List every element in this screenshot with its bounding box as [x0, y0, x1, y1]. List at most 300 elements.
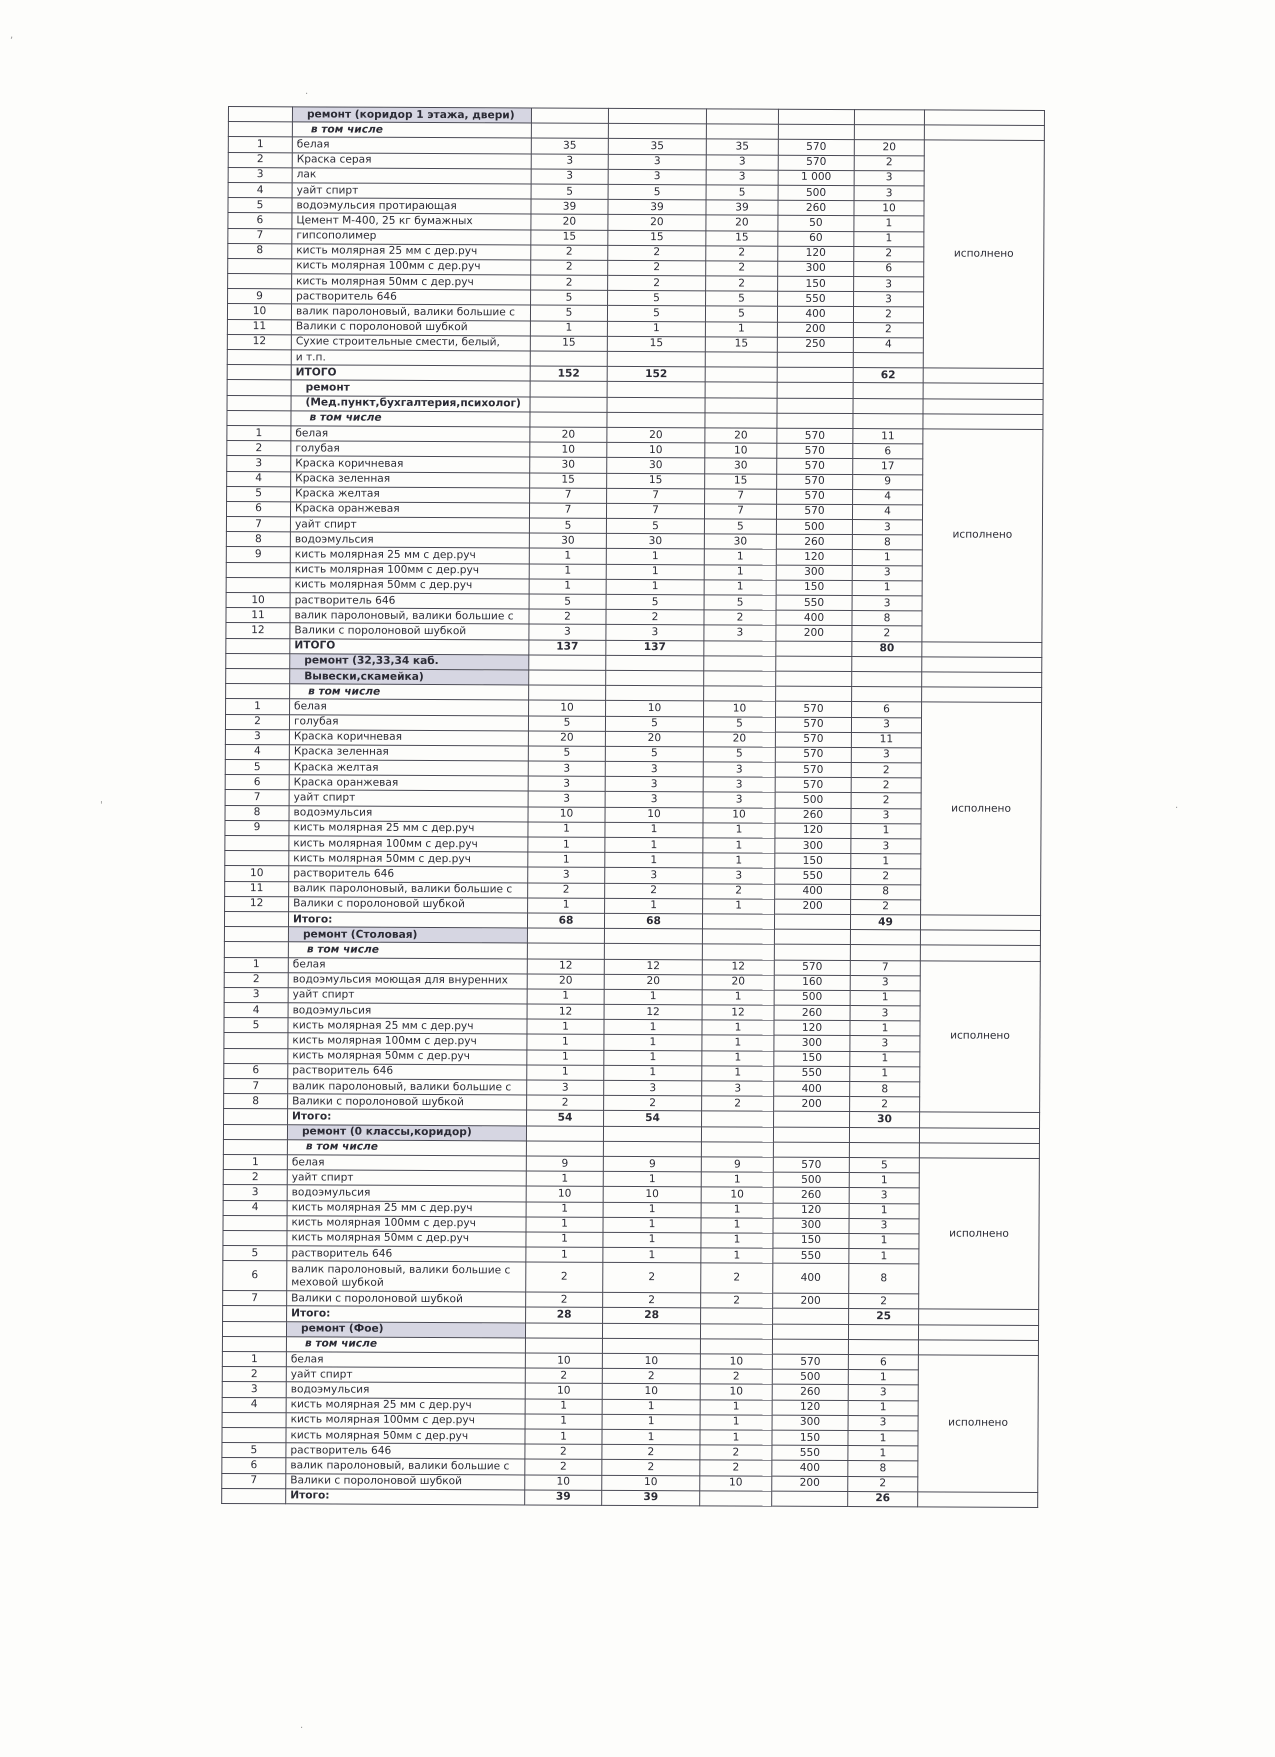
empty-cell [705, 397, 777, 413]
qty-col-d: 10 [854, 201, 924, 217]
empty-cell [705, 413, 777, 429]
qty-col-c: 2 [706, 261, 778, 277]
qty-col-b: 1 [602, 1414, 700, 1430]
item-number: 6 [226, 501, 290, 517]
empty-cell [530, 381, 607, 397]
empty-cell [602, 1338, 700, 1354]
empty-cell [777, 398, 853, 414]
qty-col-b: 20 [607, 427, 705, 443]
qty-col-c: 1 [701, 1218, 773, 1234]
qty-col-c: 1 [701, 1172, 773, 1188]
section-title: Вывески,скамейка) [290, 669, 529, 685]
qty-col-d: 2 [852, 626, 922, 642]
empty-cell [700, 1339, 772, 1355]
item-number: 12 [227, 334, 291, 350]
qty-col-c: 12 [702, 1005, 774, 1021]
unit-price: 570 [777, 428, 853, 444]
qty-col-d: 2 [849, 1294, 919, 1310]
item-number: 7 [228, 228, 292, 244]
qty-col-c: 1 [703, 899, 775, 915]
empty-cell [774, 914, 850, 930]
qty-col-b: 2 [603, 1293, 701, 1309]
status-cell: исполнено [919, 1158, 1040, 1310]
empty-cell [530, 397, 607, 413]
qty-col-b: 3 [606, 625, 704, 641]
qty-col-b: 30 [607, 458, 705, 474]
item-name: валик паролоновый, валики большие с [289, 881, 528, 897]
item-name: водоэмульсия [289, 805, 528, 821]
item-number: 1 [222, 1351, 286, 1367]
qty-col-c: 3 [703, 762, 775, 778]
qty-col-a: 10 [525, 1353, 602, 1369]
empty-cell [923, 414, 1043, 430]
qty-col-d: 3 [851, 839, 921, 855]
empty-cell [853, 398, 923, 414]
unit-price: 160 [774, 975, 850, 991]
empty-cell [772, 1491, 848, 1507]
unit-price: 260 [775, 808, 851, 824]
item-name: растворитель 646 [289, 866, 528, 882]
qty-col-a: 15 [531, 229, 608, 245]
item-number: 8 [225, 805, 289, 821]
qty-col-b: 1 [604, 989, 702, 1005]
unit-price: 550 [773, 1248, 849, 1264]
empty-cell [773, 1127, 849, 1143]
qty-col-a: 39 [531, 199, 608, 215]
qty-col-d: 1 [850, 1051, 920, 1067]
unit-price: 570 [775, 747, 851, 763]
qty-col-c: 30 [704, 534, 776, 550]
total-label: Итого: [288, 1109, 527, 1125]
row-number-cell [224, 942, 288, 958]
empty-cell [774, 929, 850, 945]
unit-price: 550 [775, 869, 851, 885]
item-name: Краска желтая [291, 486, 530, 502]
qty-col-b [607, 351, 705, 367]
unit-price: 570 [772, 1354, 848, 1370]
qty-col-a: 2 [525, 1459, 602, 1475]
qty-col-b: 5 [607, 306, 705, 322]
item-number: 2 [223, 1170, 287, 1186]
empty-cell [772, 1339, 848, 1355]
qty-col-b: 15 [607, 473, 705, 489]
row-number-cell [227, 395, 291, 411]
qty-col-b: 10 [603, 1187, 701, 1203]
item-number: 7 [223, 1291, 287, 1307]
qty-col-a: 3 [529, 624, 606, 640]
unit-price: 120 [772, 1400, 848, 1416]
empty-cell [854, 110, 924, 126]
qty-col-b: 15 [607, 336, 705, 352]
empty-cell [777, 367, 853, 383]
empty-cell [918, 1492, 1038, 1508]
row-number-cell [223, 1306, 287, 1322]
qty-col-c: 12 [702, 959, 774, 975]
qty-col-b: 3 [608, 154, 706, 170]
unit-price: 500 [778, 185, 854, 201]
qty-col-a: 20 [528, 731, 605, 747]
qty-col-a: 1 [527, 1034, 604, 1050]
unit-price: 570 [775, 732, 851, 748]
unit-price: 500 [775, 793, 851, 809]
qty-col-a: 1 [526, 1201, 603, 1217]
empty-cell [848, 1339, 918, 1355]
qty-col-b: 2 [608, 275, 706, 291]
item-number: 1 [227, 425, 291, 441]
item-number: 3 [228, 167, 292, 183]
empty-cell [923, 383, 1043, 399]
qty-col-c: 1 [700, 1430, 772, 1446]
row-number-cell [226, 684, 290, 700]
item-name: кисть молярная 25 мм с дер.руч [290, 547, 529, 563]
qty-col-d: 8 [852, 611, 922, 627]
empty-cell [606, 685, 704, 701]
subheader-label: в том числе [292, 122, 531, 138]
qty-col-d: 8 [852, 535, 922, 551]
item-name: Валики с поролоновой шубкой [288, 1094, 527, 1110]
item-number: 9 [226, 547, 290, 563]
qty-col-a: 1 [527, 1050, 604, 1066]
unit-price: 570 [777, 489, 853, 505]
empty-cell [923, 398, 1043, 414]
qty-col-a: 3 [528, 791, 605, 807]
row-number-cell [223, 1139, 287, 1155]
item-name: Валики с поролоновой шубкой [289, 897, 528, 913]
qty-col-a: 1 [526, 1171, 603, 1187]
scan-mark: . [300, 1720, 304, 1731]
qty-col-c: 1 [702, 1020, 774, 1036]
qty-col-c: 5 [706, 291, 778, 307]
item-number [225, 835, 289, 851]
qty-col-a: 10 [526, 1186, 603, 1202]
qty-col-b: 1 [607, 321, 705, 337]
empty-cell [704, 656, 776, 672]
qty-col-d: 1 [850, 1021, 920, 1037]
item-name: кисть молярная 25 мм с дер.руч [289, 821, 528, 837]
qty-col-a: 5 [530, 305, 607, 321]
item-number: 12 [226, 623, 290, 639]
row-number-cell [226, 668, 290, 684]
empty-cell [922, 657, 1042, 673]
item-name: Краска зеленная [289, 745, 528, 761]
qty-col-a: 2 [525, 1368, 602, 1384]
empty-cell [603, 1126, 701, 1142]
unit-price: 570 [775, 717, 851, 733]
scan-mark: ' [100, 800, 103, 811]
item-number: 4 [228, 182, 292, 198]
unit-price: 500 [774, 990, 850, 1006]
qty-col-d: 3 [848, 1415, 918, 1431]
qty-col-d: 3 [851, 808, 921, 824]
unit-price: 250 [777, 337, 853, 353]
section-title: ремонт (Столовая) [288, 927, 527, 943]
item-name: кисть молярная 25 мм с дер.руч [292, 244, 531, 260]
qty-col-d: 9 [853, 474, 923, 490]
empty-cell [850, 930, 920, 946]
qty-col-a: 1 [525, 1429, 602, 1445]
qty-col-a: 5 [528, 746, 605, 762]
empty-cell [919, 1143, 1039, 1159]
unit-price: 120 [778, 246, 854, 262]
qty-col-b: 2 [608, 260, 706, 276]
qty-col-c: 30 [705, 458, 777, 474]
qty-col-c: 2 [704, 610, 776, 626]
item-name: растворитель 646 [288, 1064, 527, 1080]
empty-cell [776, 671, 852, 687]
subheader-label: в том числе [286, 1337, 525, 1353]
qty-col-d: 3 [854, 170, 924, 186]
qty-col-c: 5 [705, 306, 777, 322]
qty-col-b: 1 [602, 1429, 700, 1445]
qty-col-d: 8 [849, 1264, 919, 1294]
empty-cell [922, 672, 1042, 688]
empty-cell [530, 412, 607, 428]
qty-col-d: 4 [853, 489, 923, 505]
qty-col-c: 5 [703, 716, 775, 732]
status-cell: исполнено [921, 702, 1042, 915]
unit-price: 300 [775, 838, 851, 854]
qty-col-d: 6 [853, 444, 923, 460]
unit-price: 260 [772, 1385, 848, 1401]
qty-col-a: 3 [528, 867, 605, 883]
qty-col-b: 10 [602, 1384, 700, 1400]
item-number: 11 [225, 881, 289, 897]
section-title: ремонт (32,33,34 каб. [290, 654, 529, 670]
item-number: 1 [226, 699, 290, 715]
qty-col-a: 1 [529, 548, 606, 564]
qty-col-d: 3 [851, 717, 921, 733]
item-name: Сухие строительные смести, белый, [291, 335, 530, 351]
item-number: 1 [224, 957, 288, 973]
empty-cell [920, 945, 1040, 961]
qty-col-d: 1 [854, 216, 924, 232]
item-number: 5 [228, 198, 292, 214]
qty-col-a: 1 [528, 822, 605, 838]
empty-cell [607, 382, 705, 398]
item-number: 11 [227, 319, 291, 335]
qty-col-a: 5 [531, 184, 608, 200]
qty-col-d: 8 [851, 884, 921, 900]
empty-cell [607, 397, 705, 413]
qty-col-a: 3 [528, 761, 605, 777]
unit-price: 400 [775, 884, 851, 900]
item-name: белая [291, 426, 530, 442]
qty-col-a: 1 [530, 321, 607, 337]
qty-col-c: 1 [703, 823, 775, 839]
item-name: Краска серая [292, 152, 531, 168]
empty-cell [773, 1309, 849, 1325]
qty-col-d: 1 [850, 990, 920, 1006]
qty-col-d: 1 [848, 1400, 918, 1416]
empty-cell [920, 915, 1040, 931]
item-name: растворитель 646 [287, 1246, 526, 1262]
qty-col-c: 1 [700, 1399, 772, 1415]
item-number: 2 [222, 1367, 286, 1383]
qty-col-d: 1 [848, 1430, 918, 1446]
unit-price: 260 [776, 534, 852, 550]
qty-col-b: 2 [603, 1263, 701, 1293]
item-number: 4 [225, 744, 289, 760]
item-name: Валики с поролоновой шубкой [290, 623, 529, 639]
qty-col-b: 1 [605, 822, 703, 838]
qty-col-c: 20 [703, 732, 775, 748]
item-number: 5 [223, 1246, 287, 1262]
unit-price: 150 [778, 276, 854, 292]
qty-col-d: 1 [849, 1233, 919, 1249]
qty-col-a: 20 [527, 974, 604, 990]
total-label: Итого: [286, 1488, 525, 1504]
unit-price: 300 [773, 1218, 849, 1234]
qty-col-a: 20 [530, 427, 607, 443]
qty-col-d: 2 [854, 155, 924, 171]
empty-cell [702, 944, 774, 960]
qty-col-b: 2 [605, 883, 703, 899]
item-name: голубая [291, 441, 530, 457]
qty-col-d: 3 [854, 277, 924, 293]
qty-col-c: 2 [706, 276, 778, 292]
item-name: кисть молярная 100мм с дер.руч [286, 1413, 525, 1429]
item-number: 6 [225, 775, 289, 791]
item-number [227, 349, 291, 365]
unit-price: 1 000 [778, 170, 854, 186]
item-number [222, 1412, 286, 1428]
item-name: кисть молярная 100мм с дер.руч [292, 259, 531, 275]
total-d: 80 [852, 641, 922, 657]
scan-mark: . [1175, 800, 1179, 811]
unit-price: 550 [772, 1445, 848, 1461]
qty-col-c: 2 [706, 246, 778, 262]
empty-cell [919, 1127, 1039, 1143]
item-name: растворитель 646 [290, 593, 529, 609]
qty-col-d: 3 [851, 747, 921, 763]
qty-col-b: 20 [605, 731, 703, 747]
status-cell: исполнено [922, 429, 1043, 642]
qty-col-d: 2 [851, 793, 921, 809]
qty-col-c: 2 [701, 1263, 773, 1293]
qty-col-a: 7 [530, 488, 607, 504]
empty-cell [706, 124, 778, 140]
subheader-label: в том числе [290, 684, 529, 700]
row-number-cell [227, 380, 291, 396]
row-number-cell [222, 1321, 286, 1337]
item-name: белая [287, 1155, 526, 1171]
qty-col-d: 6 [854, 261, 924, 277]
item-name: кисть молярная 25 мм с дер.руч [288, 1018, 527, 1034]
row-number-cell [228, 122, 292, 138]
qty-col-a: 2 [531, 260, 608, 276]
qty-col-c [705, 352, 777, 368]
empty-cell [920, 930, 1040, 946]
item-name: валик паролоновый, валики большие с меховой шубкой [287, 1261, 526, 1292]
empty-cell [778, 124, 854, 140]
qty-col-c: 2 [703, 883, 775, 899]
unit-price: 300 [772, 1415, 848, 1431]
total-d: 26 [848, 1491, 918, 1507]
item-number: 4 [223, 1200, 287, 1216]
qty-col-b: 1 [606, 579, 704, 595]
item-number: 11 [226, 608, 290, 624]
unit-price: 570 [776, 504, 852, 520]
unit-price: 50 [778, 216, 854, 232]
total-b: 54 [604, 1111, 702, 1127]
qty-col-a: 1 [528, 852, 605, 868]
qty-col-b: 1 [604, 1035, 702, 1051]
qty-col-b: 1 [603, 1247, 701, 1263]
row-number-cell [224, 1109, 288, 1125]
total-label: Итого: [287, 1306, 526, 1322]
item-name: кисть молярная 50мм с дер.руч [289, 851, 528, 867]
qty-col-b: 2 [608, 245, 706, 261]
item-name: Валики с поролоновой шубкой [286, 1473, 525, 1489]
qty-col-d: 8 [848, 1461, 918, 1477]
empty-cell [705, 382, 777, 398]
qty-col-d: 1 [851, 854, 921, 870]
qty-col-b: 3 [605, 792, 703, 808]
qty-col-b: 3 [605, 868, 703, 884]
item-name: Краска коричневая [291, 456, 530, 472]
item-name: водоэмульсия [286, 1382, 525, 1398]
unit-price: 550 [776, 595, 852, 611]
qty-col-c: 20 [706, 215, 778, 231]
empty-cell [529, 685, 606, 701]
item-number: 3 [227, 456, 291, 472]
qty-col-d: 4 [852, 504, 922, 520]
qty-col-d: 20 [854, 140, 924, 156]
qty-col-b: 1 [603, 1171, 701, 1187]
item-name: кисть молярная 50мм с дер.руч [290, 578, 529, 594]
qty-col-d: 1 [848, 1370, 918, 1386]
item-number [228, 274, 292, 290]
qty-col-a: 5 [531, 290, 608, 306]
qty-col-b: 30 [606, 534, 704, 550]
unit-price: 120 [773, 1203, 849, 1219]
item-name: уайт спирт [290, 517, 529, 533]
item-name: кисть молярная 50мм с дер.руч [288, 1048, 527, 1064]
qty-col-a: 15 [530, 336, 607, 352]
empty-cell [527, 943, 604, 959]
qty-col-d: 2 [851, 899, 921, 915]
qty-col-a: 1 [527, 1019, 604, 1035]
qty-col-c: 20 [705, 428, 777, 444]
item-number: 12 [225, 896, 289, 912]
total-a: 68 [527, 913, 604, 929]
item-name: белая [286, 1352, 525, 1368]
empty-cell [776, 686, 852, 702]
row-number-cell [223, 1124, 287, 1140]
qty-col-c: 20 [702, 975, 774, 991]
item-name: растворитель 646 [286, 1443, 525, 1459]
qty-col-d: 2 [850, 1097, 920, 1113]
qty-col-d: 3 [854, 292, 924, 308]
qty-col-c: 5 [706, 185, 778, 201]
item-name: и т.п. [291, 350, 530, 366]
item-number [224, 1048, 288, 1064]
empty-cell [700, 1323, 772, 1339]
empty-cell [850, 945, 920, 961]
item-name: Краска оранжевая [290, 502, 529, 518]
scan-mark: , [10, 30, 14, 41]
empty-cell [852, 656, 922, 672]
empty-cell [706, 109, 778, 125]
empty-cell [919, 1309, 1039, 1325]
qty-col-d: 2 [851, 763, 921, 779]
row-number-cell [224, 911, 288, 927]
item-number: 8 [226, 532, 290, 548]
qty-col-b: 39 [608, 199, 706, 215]
unit-price: 200 [777, 322, 853, 338]
item-number: 2 [228, 152, 292, 168]
item-name: водоэмульсия протирающая [292, 198, 531, 214]
